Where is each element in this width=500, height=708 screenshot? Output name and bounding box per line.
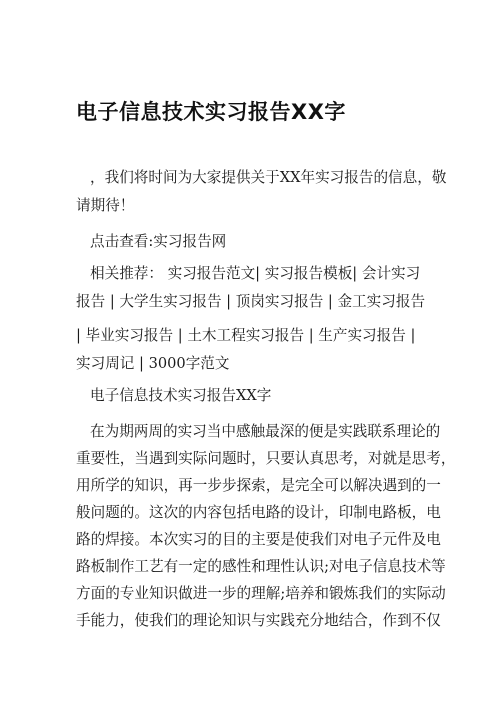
click-view-link[interactable]: 点击查看:实习报告网 — [90, 233, 227, 250]
body-line-5: 路的焊接。本次实习的目的主要是使我们对电子元件及电 — [76, 531, 441, 548]
intro-line-2: 请期待！ — [76, 197, 135, 214]
body-line-6: 路板制作工艺有一定的感性和理性认识;对电子信息技术等 — [76, 558, 446, 575]
related-line-4[interactable]: 实习周记 | 3000字范文 — [76, 355, 230, 372]
body-line-2: 重要性，当遇到实际问题时，只要认真思考，对就是思考， — [76, 450, 456, 467]
body-line-1: 在为期两周的实习当中感触最深的便是实践联系理论的 — [90, 423, 441, 440]
related-line-2[interactable]: 报告 | 大学生实习报告 | 顶岗实习报告 | 金工实习报告 — [76, 293, 426, 310]
related-line-1[interactable]: 相关推荐： 实习报告范文| 实习报告模板| 会计实习 — [90, 265, 421, 282]
document-title: 电子信息技术实习报告XX字 — [76, 100, 346, 124]
body-line-3: 用所学的知识，再一步步探索，是完全可以解决遇到的一 — [76, 477, 441, 494]
body-line-4: 般问题的。这次的内容包括电路的设计，印制电路板，电 — [76, 504, 441, 521]
body-line-7: 方面的专业知识做进一步的理解;培养和锻炼我们的实际动 — [76, 585, 446, 602]
related-line-3[interactable]: | 毕业实习报告 | 土木工程实习报告 | 生产实习报告 | — [76, 327, 416, 344]
section-subtitle: 电子信息技术实习报告XX字 — [90, 387, 272, 404]
body-line-8: 手能力，使我们的理论知识与实践充分地结合，作到不仅 — [76, 612, 441, 629]
intro-line-1: ，我们将时间为大家提供关于XX年实习报告的信息，敬 — [90, 169, 447, 186]
